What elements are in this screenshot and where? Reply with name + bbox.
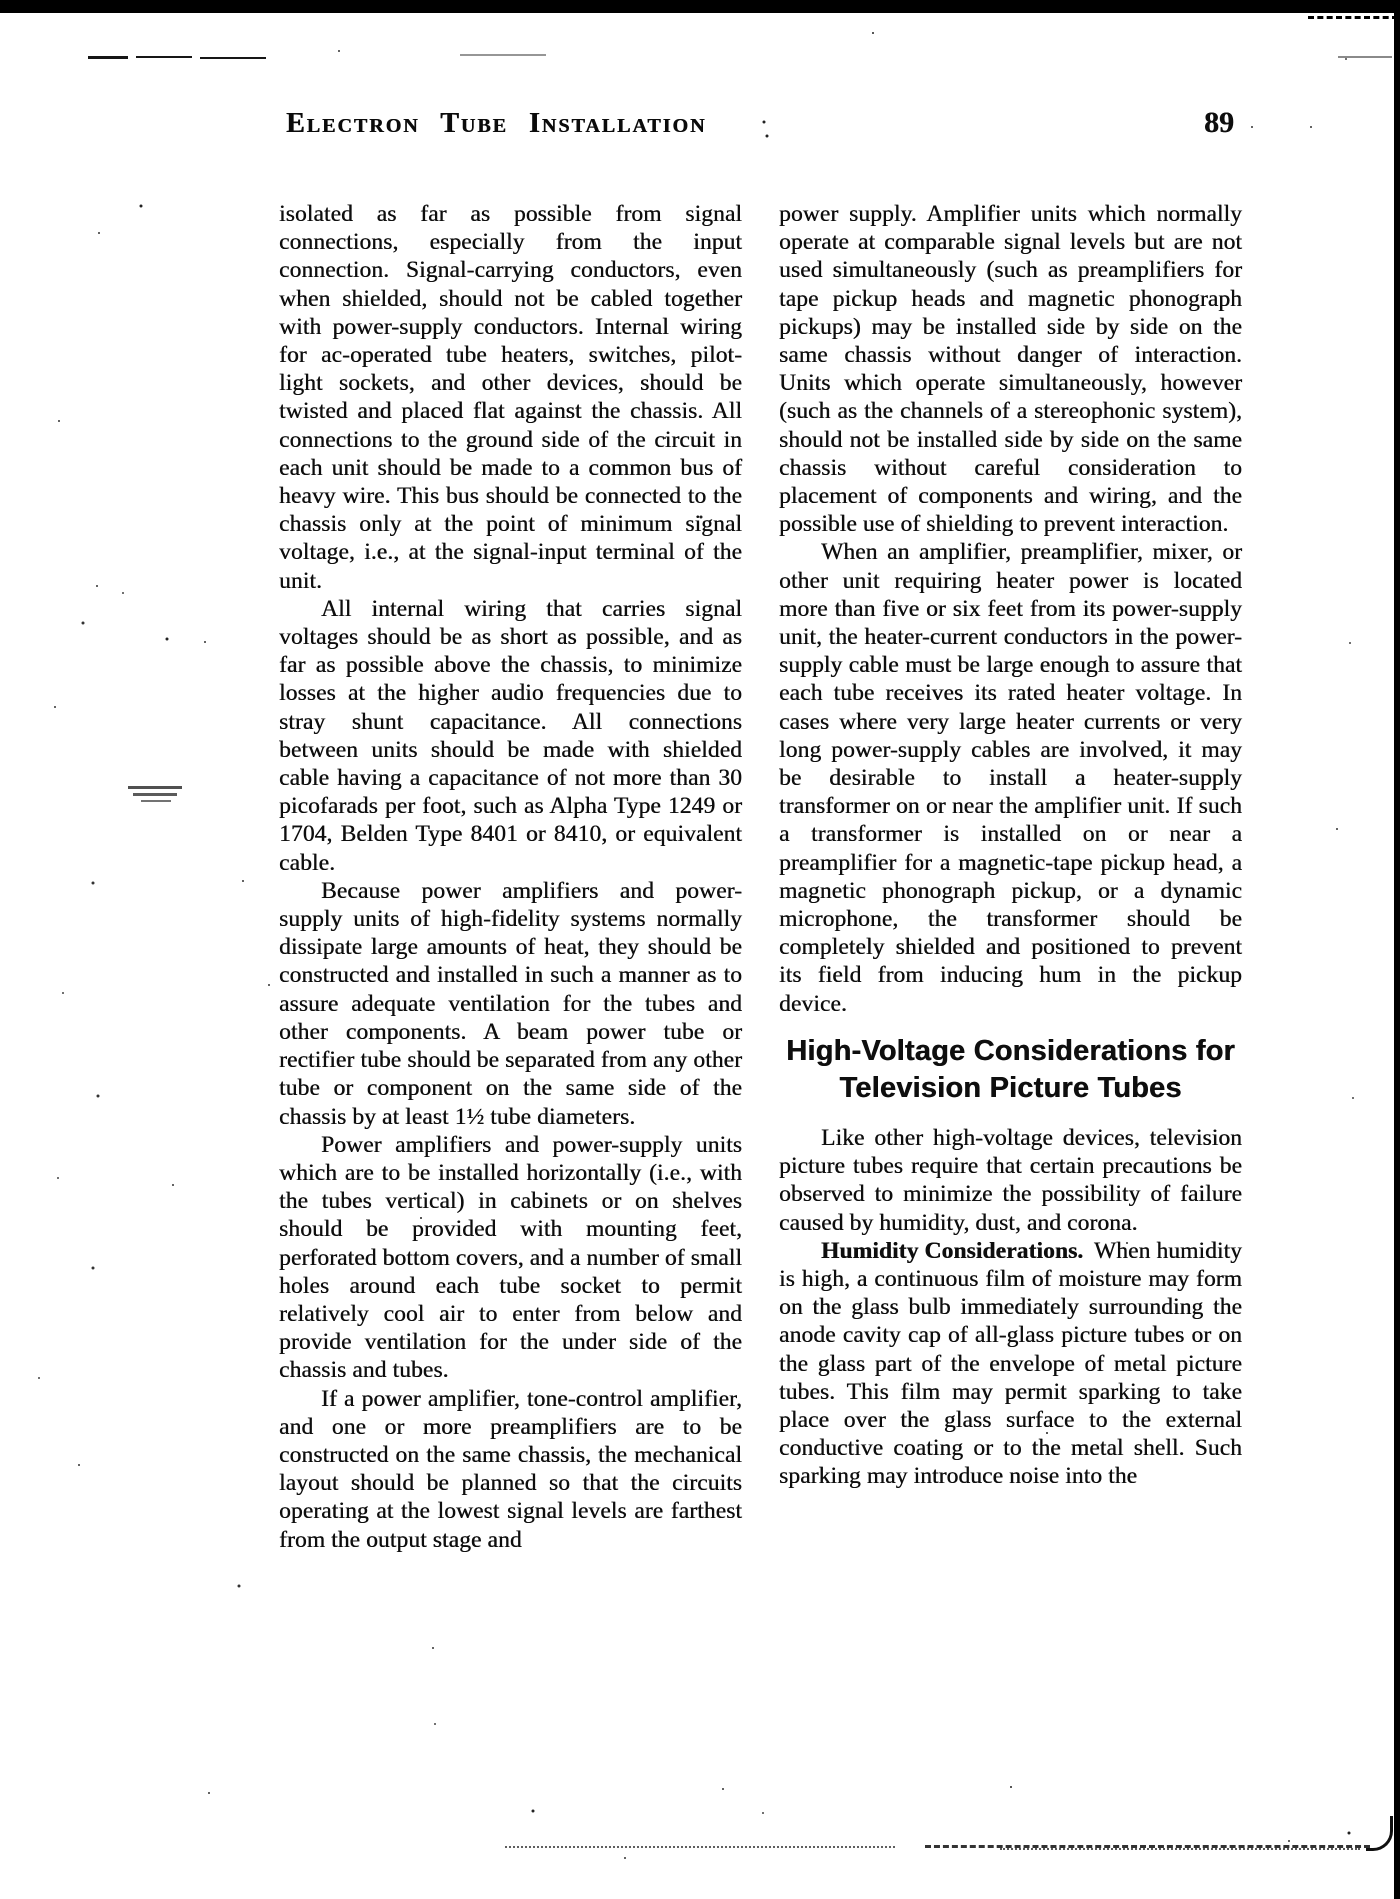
- scan-artifact-dash: [200, 57, 266, 59]
- scan-artifact-right-edge: [1394, 0, 1400, 1899]
- left-column: [279, 200, 742, 1554]
- paragraph-left-4: Power amplifiers and power-supply units which are to be installed horizontally (i.e., with the tubes vertical) in cabinets or on shelves should be provided with mounting feet, perforated bottom covers, and a number of small holes around each tube socket to permit relatively cool air to enter from below and provide ventilation for the under side of the chassis and tubes.: [279, 1131, 742, 1384]
- scan-artifact-page-curl: [1366, 1816, 1393, 1851]
- paragraph-left-5: If a power amplifier, tone-control amplifier, and one or more preamplifiers are to be constructed on the same chassis, the mechanical layout should be planned so that the circuits operating at the lowest signal levels are farthest from the output stage and: [279, 1385, 742, 1553]
- scan-artifact-dash: [460, 54, 546, 56]
- run-in-heading-humidity-considerations: Humidity Considerations.: [821, 1237, 1084, 1264]
- scan-artifact-dash: [88, 56, 128, 59]
- scan-noise-specks: [0, 0, 2, 2]
- section-heading-line1: High-Voltage Considerations for: [786, 1034, 1235, 1067]
- paragraph-left-1: isolated as far as possible from signal connections, especially from the input connection. Signal-carrying conductors, even when shielded, should not be cabled together with power-supply conductors. Internal wiring for ac-operated tube heaters, switches, pilot-light sockets, and other devices, should be twisted and placed flat against the chassis. All connections to the ground side of the circuit in each unit should be made to a common bus of heavy wire. This bus should be connected to the chassis only at the point of minimum signal voltage, i.e., at the signal-input terminal of the unit.: [279, 201, 742, 594]
- scan-artifact-margin-hatch: [141, 800, 171, 802]
- scan-artifact-dash: [1338, 56, 1392, 58]
- paragraph-right-3: Like other high-voltage devices, television picture tubes require that certain precautions be observed to minimize the possibility of failure caused by humidity, dust, and corona.: [779, 1124, 1242, 1236]
- paragraph-left-3: Because power amplifiers and power-supply units of high-fidelity systems normally dissipate large amounts of heat, they should be constructed and installed in such a manner as to assure adequate ventilation for the tubes and other components. A beam power tube or rectifier tube should be separated from any other tube or component on the same side of the chassis by at least 1½ tube diameters.: [279, 877, 742, 1130]
- right-column: [779, 200, 1242, 1491]
- scan-artifact-top-edge-fray: [1308, 11, 1398, 19]
- paragraph-right-4: [779, 1237, 1242, 1491]
- scan-artifact-margin-hatch: [133, 793, 177, 796]
- section-heading: [779, 1033, 1242, 1107]
- paragraph-right-1: power supply. Amplifier units which normally operate at comparable signal levels but are not used simultaneously (such as preamplifiers for tape pickup heads and magnetic phonograph pickups) may be installed side by side on the same chassis without danger of interaction. Units which operate simultaneously, however (such as the channels of a stereophonic system), should not be installed side by side on the same chassis without careful consideration to placement of components and wiring, and the possible use of shielding to prevent interaction.: [779, 201, 1242, 538]
- scan-artifact-bottom-edge: [505, 1846, 895, 1848]
- scan-artifact-margin-hatch: [128, 786, 182, 789]
- scan-artifact-dash: [136, 56, 192, 58]
- paragraph-text: When humidity is high, a continuous film of moisture may form on the glass bulb immediately surrounding the anode cavity cap of all-glass picture tubes or on the glass part of the envelope of metal picture tubes. This film may permit sparking to take place over the glass surface to the external conductive coating or to the metal shell. Such sparking may introduce noise into the: [779, 1237, 1242, 1490]
- page-number: 89: [1204, 106, 1234, 139]
- paragraph-right-2: When an amplifier, preamplifier, mixer, or other unit requiring heater power is located more than five or six feet from its power-supply unit, the heater-current conductors in the power-supply cable must be large enough to assure that each tube receives its rated heater voltage. In cases where very large heater currents or very long power-supply cables are involved, it may be desirable to install a heater-supply transformer on or near the amplifier unit. If such a transformer is installed on or near a preamplifier for a magnetic-tape pickup head, a magnetic phonograph pickup, or a dynamic microphone, the transformer should be completely shielded and positioned to prevent its field from inducing hum in the pickup device.: [779, 539, 1242, 1017]
- section-heading-line2: Television Picture Tubes: [839, 1071, 1182, 1104]
- paragraph-left-2: All internal wiring that carries signal voltages should be as short as possible, and as far as possible above the chassis, to minimize losses at the higher audio frequencies due to stray shunt capacitance. All connections between units should be made with shielded cable having a capacitance of not more than 30 picofarads per foot, such as Alpha Type 1249 or 1704, Belden Type 8401 or 8410, or equivalent cable.: [279, 595, 742, 876]
- page-title: Electron Tube Installation: [286, 108, 707, 139]
- scan-artifact-bottom-edge: [1000, 1848, 1360, 1850]
- scan-artifact-top-edge: [0, 0, 1400, 13]
